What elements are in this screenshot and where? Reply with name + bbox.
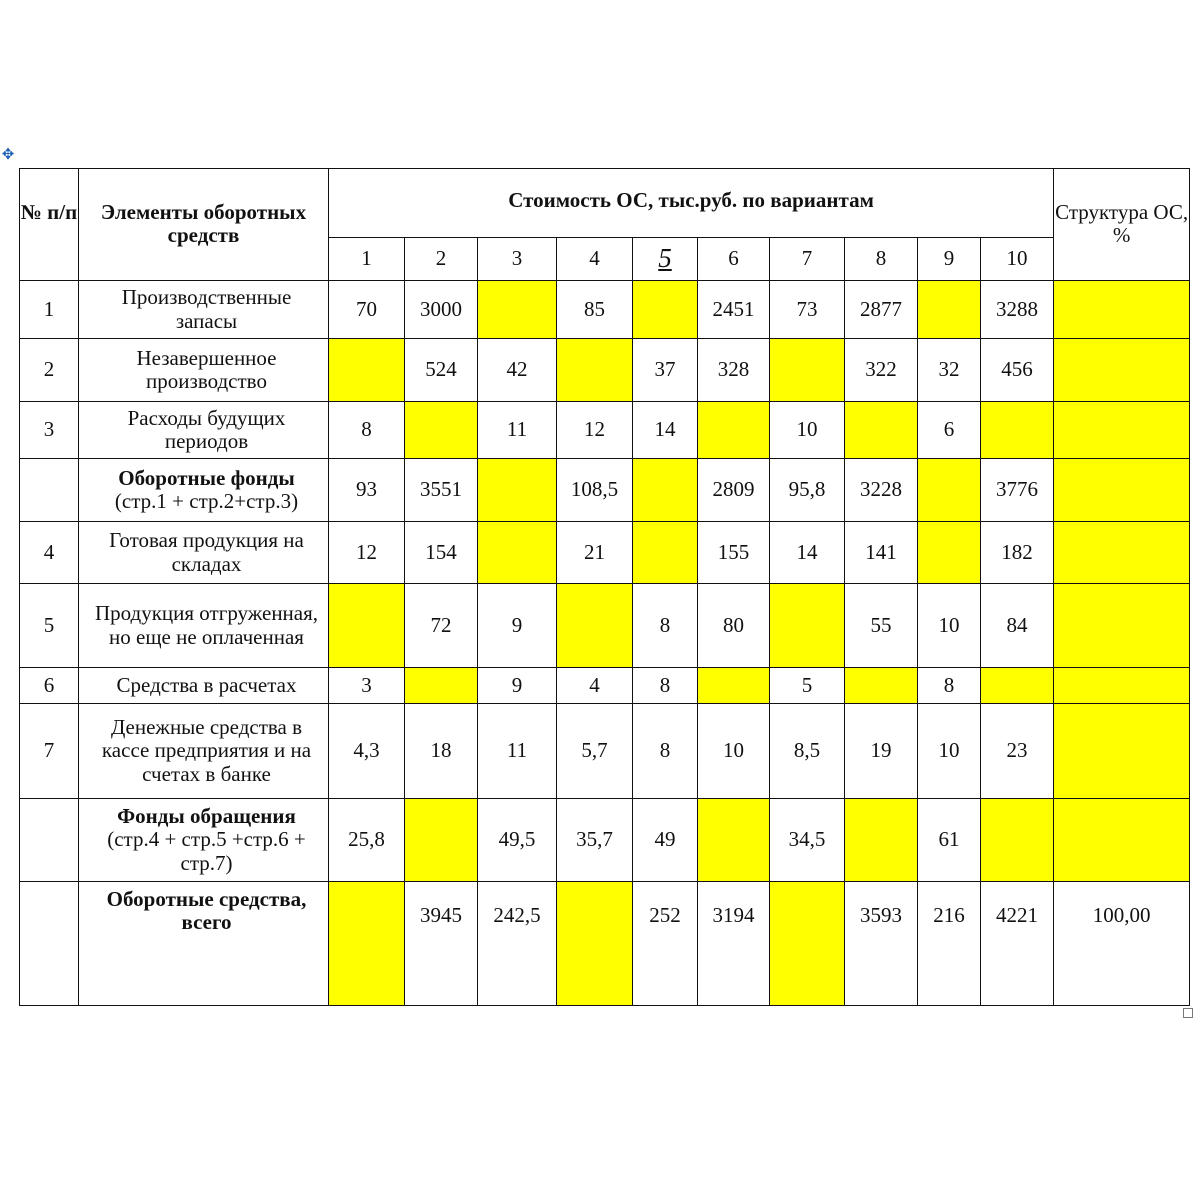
structure-cell (1054, 402, 1190, 459)
value-cell: 84 (981, 584, 1054, 668)
value-cell: 18 (405, 704, 478, 799)
empty-highlight-cell (557, 882, 633, 1006)
value-cell: 72 (405, 584, 478, 668)
empty-highlight-cell (557, 339, 633, 402)
row-label-text: Денежные средства в кассе предприятия и на счетах в банке (101, 715, 312, 786)
value-cell: 9 (478, 668, 557, 704)
empty-highlight-cell (329, 584, 405, 668)
row-label (79, 339, 329, 402)
row-number: 4 (20, 522, 79, 584)
row-number: 6 (20, 668, 79, 704)
structure-cell (1054, 522, 1190, 584)
empty-highlight-cell (770, 584, 845, 668)
empty-highlight-cell (633, 281, 698, 339)
value-cell: 10 (918, 704, 981, 799)
row-label-text: Готовая продукция на складах (109, 528, 304, 576)
header-no-text: № п/п (20, 200, 78, 224)
value-cell: 328 (698, 339, 770, 402)
value-cell: 10 (698, 704, 770, 799)
structure-cell (1054, 799, 1190, 882)
row-label-text: Средства в расчетах (116, 672, 297, 697)
value-cell: 2877 (845, 281, 918, 339)
value-cell: 456 (981, 339, 1054, 402)
header-elements-text: Элементы оборотных средств (100, 200, 307, 248)
empty-highlight-cell (981, 668, 1054, 704)
row-label-title: Оборотные средства, всего (106, 887, 307, 935)
header-cost (329, 169, 1054, 238)
variant-header: 2 (405, 238, 478, 281)
value-cell: 524 (405, 339, 478, 402)
value-cell: 4221 (981, 882, 1054, 1006)
empty-highlight-cell (981, 402, 1054, 459)
row-number (20, 459, 79, 522)
value-cell: 141 (845, 522, 918, 584)
value-cell: 55 (845, 584, 918, 668)
row-label (79, 402, 329, 459)
row-label-text: Незавершенное производство (136, 345, 277, 393)
header-structure (1054, 169, 1190, 281)
value-cell: 2809 (698, 459, 770, 522)
value-cell: 8 (633, 584, 698, 668)
variant-header: 4 (557, 238, 633, 281)
structure-cell (1054, 584, 1190, 668)
table-resize-handle-icon[interactable] (1183, 1008, 1193, 1018)
variant-header: 6 (698, 238, 770, 281)
value-cell: 19 (845, 704, 918, 799)
variant-header: 9 (918, 238, 981, 281)
value-cell: 42 (478, 339, 557, 402)
row-label (79, 668, 329, 704)
empty-highlight-cell (845, 668, 918, 704)
value-cell: 8 (633, 668, 698, 704)
value-cell: 108,5 (557, 459, 633, 522)
row-label (79, 459, 329, 522)
value-cell: 252 (633, 882, 698, 1006)
value-cell: 80 (698, 584, 770, 668)
header-no (20, 169, 79, 281)
empty-highlight-cell (698, 668, 770, 704)
variant-header: 10 (981, 238, 1054, 281)
empty-highlight-cell (478, 281, 557, 339)
value-cell: 3288 (981, 281, 1054, 339)
value-cell: 23 (981, 704, 1054, 799)
value-cell: 14 (633, 402, 698, 459)
empty-highlight-cell (405, 799, 478, 882)
value-cell: 12 (329, 522, 405, 584)
empty-highlight-cell (557, 584, 633, 668)
row-label-text: Продукция отгруженная, но еще не оплаченная (94, 601, 319, 649)
row-label-title: Фонды обращения (117, 804, 296, 829)
row-label (79, 281, 329, 339)
empty-highlight-cell (918, 522, 981, 584)
header-row-1 (20, 169, 1190, 238)
value-cell: 3551 (405, 459, 478, 522)
structure-cell (1054, 459, 1190, 522)
header-structure-text: Структура ОС, % (1055, 200, 1189, 248)
value-cell: 11 (478, 704, 557, 799)
table-body (20, 281, 1190, 1006)
table-row (20, 799, 1190, 882)
value-cell: 3194 (698, 882, 770, 1006)
value-cell: 10 (770, 402, 845, 459)
value-cell: 3000 (405, 281, 478, 339)
value-cell: 4,3 (329, 704, 405, 799)
row-number: 3 (20, 402, 79, 459)
row-number: 7 (20, 704, 79, 799)
table-row (20, 882, 1190, 1006)
header-elements (79, 169, 329, 281)
empty-highlight-cell (918, 281, 981, 339)
value-cell: 5 (770, 668, 845, 704)
row-label (79, 882, 329, 1006)
table-row (20, 584, 1190, 668)
value-cell: 9 (478, 584, 557, 668)
value-cell: 85 (557, 281, 633, 339)
table-row (20, 281, 1190, 339)
value-cell: 8,5 (770, 704, 845, 799)
row-number (20, 799, 79, 882)
value-cell: 49,5 (478, 799, 557, 882)
value-cell: 155 (698, 522, 770, 584)
row-number (20, 882, 79, 1006)
row-label-formula: (стр.4 + стр.5 +стр.6 + стр.7) (107, 827, 306, 875)
empty-highlight-cell (405, 668, 478, 704)
empty-highlight-cell (770, 882, 845, 1006)
value-cell: 3228 (845, 459, 918, 522)
row-label (79, 704, 329, 799)
value-cell: 37 (633, 339, 698, 402)
empty-highlight-cell (981, 799, 1054, 882)
row-label-text: Расходы будущих периодов (127, 405, 286, 453)
value-cell: 10 (918, 584, 981, 668)
value-cell: 35,7 (557, 799, 633, 882)
empty-highlight-cell (845, 799, 918, 882)
value-cell: 3776 (981, 459, 1054, 522)
empty-highlight-cell (478, 459, 557, 522)
structure-cell (1054, 668, 1190, 704)
value-cell: 14 (770, 522, 845, 584)
row-number: 1 (20, 281, 79, 339)
row-label (79, 799, 329, 882)
value-cell: 3593 (845, 882, 918, 1006)
value-cell: 242,5 (478, 882, 557, 1006)
value-cell: 49 (633, 799, 698, 882)
empty-highlight-cell (478, 522, 557, 584)
value-cell: 322 (845, 339, 918, 402)
empty-highlight-cell (698, 799, 770, 882)
row-label (79, 584, 329, 668)
row-label-formula: (стр.1 + стр.2+стр.3) (114, 489, 299, 513)
structure-cell (1054, 281, 1190, 339)
table-row (20, 668, 1190, 704)
value-cell: 3945 (405, 882, 478, 1006)
value-cell: 34,5 (770, 799, 845, 882)
value-cell: 70 (329, 281, 405, 339)
header-cost-text: Стоимость ОС, тыс.руб. по вариантам (508, 188, 874, 212)
empty-highlight-cell (329, 882, 405, 1006)
structure-cell (1054, 339, 1190, 402)
structure-cell (1054, 704, 1190, 799)
value-cell: 93 (329, 459, 405, 522)
value-cell: 8 (329, 402, 405, 459)
empty-highlight-cell (633, 522, 698, 584)
value-cell: 11 (478, 402, 557, 459)
value-cell: 182 (981, 522, 1054, 584)
row-number: 2 (20, 339, 79, 402)
empty-highlight-cell (845, 402, 918, 459)
empty-highlight-cell (918, 459, 981, 522)
empty-highlight-cell (329, 339, 405, 402)
table-move-handle-icon[interactable]: ✥ (1, 145, 15, 163)
value-cell: 8 (918, 668, 981, 704)
value-cell: 25,8 (329, 799, 405, 882)
variant-header: 8 (845, 238, 918, 281)
value-cell: 21 (557, 522, 633, 584)
value-cell: 4 (557, 668, 633, 704)
value-cell: 5,7 (557, 704, 633, 799)
empty-highlight-cell (633, 459, 698, 522)
empty-highlight-cell (770, 339, 845, 402)
value-cell: 3 (329, 668, 405, 704)
row-label (79, 522, 329, 584)
value-cell: 32 (918, 339, 981, 402)
structure-cell: 100,00 (1054, 882, 1190, 1006)
cost-table (19, 168, 1190, 1006)
table-row (20, 339, 1190, 402)
row-number: 5 (20, 584, 79, 668)
table-row (20, 522, 1190, 584)
value-cell: 154 (405, 522, 478, 584)
empty-highlight-cell (698, 402, 770, 459)
value-cell: 73 (770, 281, 845, 339)
value-cell: 216 (918, 882, 981, 1006)
value-cell: 61 (918, 799, 981, 882)
row-label-title: Оборотные фонды (118, 465, 295, 490)
value-cell: 2451 (698, 281, 770, 339)
table-row (20, 704, 1190, 799)
variant-header-selected: 5 (633, 238, 698, 281)
variant-header: 3 (478, 238, 557, 281)
empty-highlight-cell (405, 402, 478, 459)
table-row (20, 402, 1190, 459)
value-cell: 8 (633, 704, 698, 799)
variant-header: 7 (770, 238, 845, 281)
value-cell: 95,8 (770, 459, 845, 522)
row-label-text: Производственные запасы (121, 285, 292, 333)
value-cell: 6 (918, 402, 981, 459)
variant-header: 1 (329, 238, 405, 281)
table-row (20, 459, 1190, 522)
value-cell: 12 (557, 402, 633, 459)
